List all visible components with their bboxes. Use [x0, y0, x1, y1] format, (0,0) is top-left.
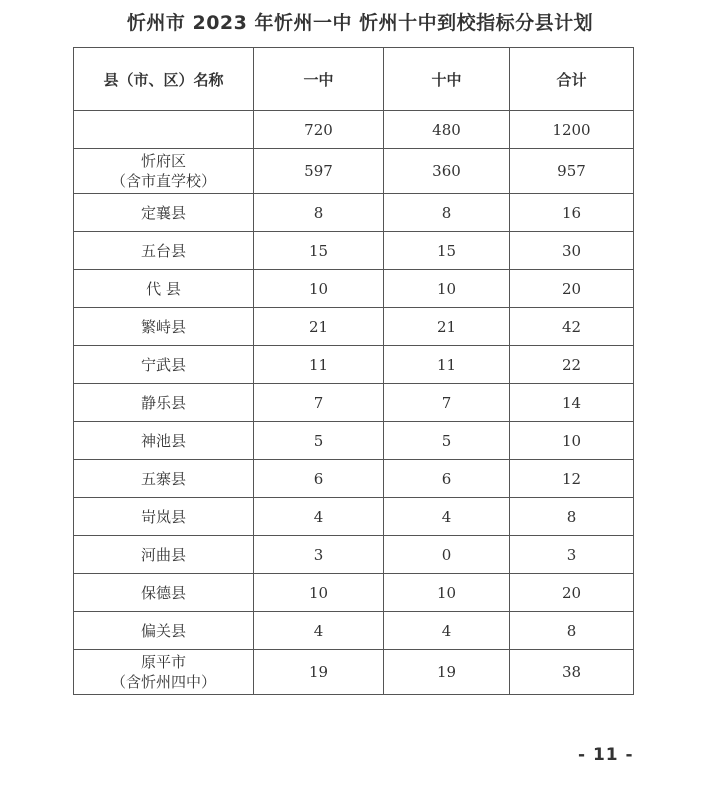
table-header-row	[74, 48, 634, 111]
total-count-cell: 14	[510, 384, 634, 422]
yizhong-count-cell: 720	[254, 111, 384, 149]
yizhong-count-cell: 7	[254, 384, 384, 422]
county-name: 繁峙县	[140, 317, 186, 336]
table-row	[74, 346, 634, 384]
county-name: 五台县	[140, 241, 186, 260]
county-name: 忻府区	[140, 152, 186, 170]
total-count-cell: 1200	[510, 111, 634, 149]
county-name-cell	[74, 270, 254, 308]
yizhong-count-cell: 597	[254, 149, 384, 194]
table-row	[74, 574, 634, 612]
total-count-cell: 16	[510, 194, 634, 232]
shizhong-count-cell: 11	[384, 346, 510, 384]
table-row	[74, 536, 634, 574]
county-name: 岢岚县	[140, 507, 186, 526]
shizhong-count-cell: 6	[384, 460, 510, 498]
document-title: 忻州市 2023 年忻州一中 忻州十中到校指标分县计划	[126, 12, 594, 34]
total-count-cell: 38	[510, 650, 634, 695]
shizhong-count-cell: 480	[384, 111, 510, 149]
county-name-cell	[74, 149, 254, 194]
county-name: 定襄县	[140, 203, 186, 222]
county-name-cell	[74, 111, 254, 149]
yizhong-count-cell: 5	[254, 422, 384, 460]
county-name-cell	[74, 308, 254, 346]
yizhong-count-cell: 15	[254, 232, 384, 270]
county-name-cell	[74, 498, 254, 536]
shizhong-count-cell: 21	[384, 308, 510, 346]
total-count-cell: 20	[510, 270, 634, 308]
yizhong-count-cell: 21	[254, 308, 384, 346]
header-total: 合计	[510, 48, 634, 111]
table-row	[74, 194, 634, 232]
yizhong-count-cell: 19	[254, 650, 384, 695]
total-count-cell: 957	[510, 149, 634, 194]
county-name-cell	[74, 650, 254, 695]
county-note: （含市直学校）	[110, 172, 216, 190]
total-count-cell: 8	[510, 498, 634, 536]
county-name-cell	[74, 536, 254, 574]
shizhong-count-cell: 4	[384, 498, 510, 536]
total-count-cell: 12	[510, 460, 634, 498]
table-row	[74, 232, 634, 270]
shizhong-count-cell: 10	[384, 270, 510, 308]
yizhong-count-cell: 3	[254, 536, 384, 574]
allocation-table	[73, 47, 634, 695]
table-row	[74, 149, 634, 194]
county-name: 原平市	[140, 653, 186, 671]
county-name: 宁武县	[140, 355, 186, 374]
county-name: 保德县	[140, 583, 186, 602]
shizhong-count-cell: 15	[384, 232, 510, 270]
county-name: 河曲县	[140, 545, 186, 564]
county-name: 静乐县	[140, 393, 186, 412]
total-count-cell: 10	[510, 422, 634, 460]
page-number: - 11 -	[578, 745, 634, 765]
table-row	[74, 422, 634, 460]
table-row	[74, 612, 634, 650]
yizhong-count-cell: 10	[254, 270, 384, 308]
county-name-cell	[74, 346, 254, 384]
county-name-cell	[74, 460, 254, 498]
yizhong-count-cell: 4	[254, 498, 384, 536]
shizhong-count-cell: 5	[384, 422, 510, 460]
shizhong-count-cell: 10	[384, 574, 510, 612]
total-count-cell: 3	[510, 536, 634, 574]
shizhong-count-cell: 4	[384, 612, 510, 650]
shizhong-count-cell: 7	[384, 384, 510, 422]
county-name: 代 县	[146, 279, 181, 298]
yizhong-count-cell: 8	[254, 194, 384, 232]
header-county: 县（市、区）名称	[74, 48, 254, 111]
table-row	[74, 308, 634, 346]
table-row	[74, 460, 634, 498]
county-name-cell	[74, 194, 254, 232]
yizhong-count-cell: 6	[254, 460, 384, 498]
county-name: 偏关县	[140, 621, 186, 640]
total-count-cell: 22	[510, 346, 634, 384]
shizhong-count-cell: 8	[384, 194, 510, 232]
shizhong-count-cell: 19	[384, 650, 510, 695]
table-row	[74, 111, 634, 149]
county-name-cell	[74, 384, 254, 422]
shizhong-count-cell: 0	[384, 536, 510, 574]
yizhong-count-cell: 10	[254, 574, 384, 612]
total-count-cell: 30	[510, 232, 634, 270]
county-name-cell	[74, 574, 254, 612]
total-count-cell: 8	[510, 612, 634, 650]
county-name-cell	[74, 232, 254, 270]
county-name: 神池县	[140, 431, 186, 450]
county-name-cell	[74, 422, 254, 460]
county-note: （含忻州四中）	[110, 673, 216, 691]
shizhong-count-cell: 360	[384, 149, 510, 194]
table-row	[74, 384, 634, 422]
yizhong-count-cell: 11	[254, 346, 384, 384]
total-count-cell: 42	[510, 308, 634, 346]
header-shizhong: 十中	[384, 48, 510, 111]
table-row	[74, 498, 634, 536]
county-name: 五寨县	[140, 469, 186, 488]
table-body	[74, 111, 634, 695]
total-count-cell: 20	[510, 574, 634, 612]
header-yizhong: 一中	[254, 48, 384, 111]
table-row	[74, 650, 634, 695]
county-name-cell	[74, 612, 254, 650]
yizhong-count-cell: 4	[254, 612, 384, 650]
table-row	[74, 270, 634, 308]
